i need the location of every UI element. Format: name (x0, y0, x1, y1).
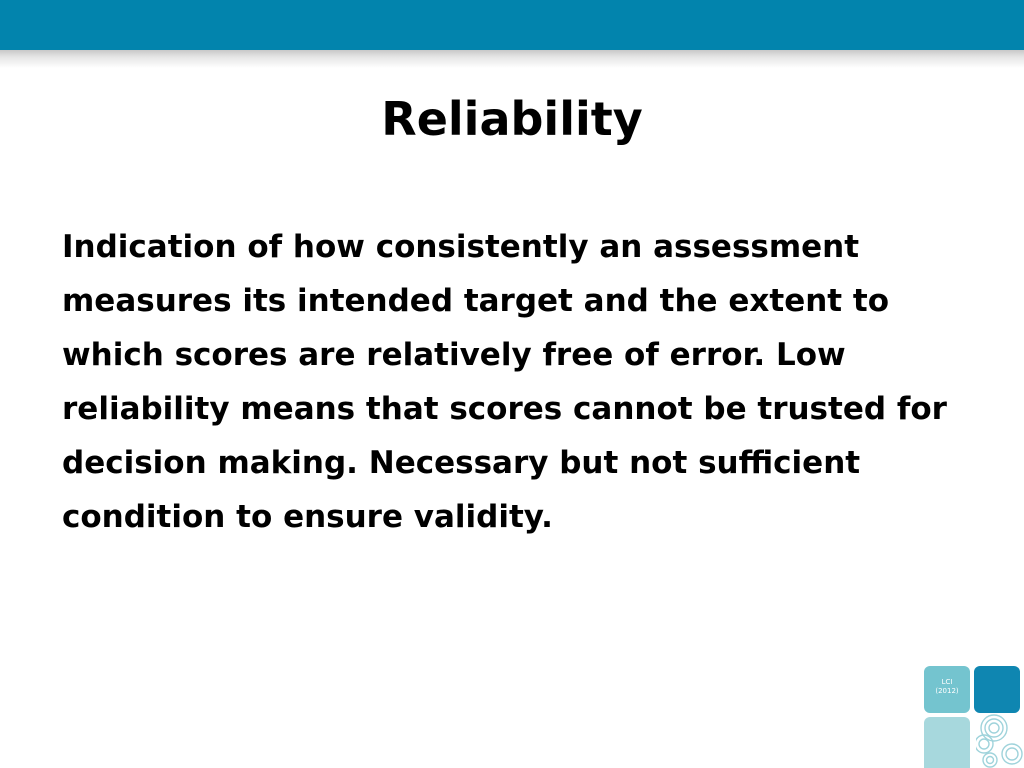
header-band (0, 0, 1024, 50)
logo-label (924, 678, 970, 696)
header-shadow (0, 50, 1024, 68)
lci-logo (924, 666, 1024, 768)
concentric-rings-icon (976, 714, 1024, 768)
logo-tile-top-left (924, 666, 970, 713)
logo-tile-bottom-left (924, 717, 970, 768)
slide-title: Reliability (381, 92, 643, 146)
logo-label-line2: (2012) (935, 687, 959, 695)
logo-tile-top-right (974, 666, 1020, 713)
logo-label-line1: LCI (941, 678, 953, 686)
slide-body-text: Indication of how consistently an assessment measures its intended target and the extent to which scores are relatively free of error. Low reliability means that scores cannot be trusted for decision making. Necessary but not sufficient condition to ensure validity. (62, 229, 947, 535)
